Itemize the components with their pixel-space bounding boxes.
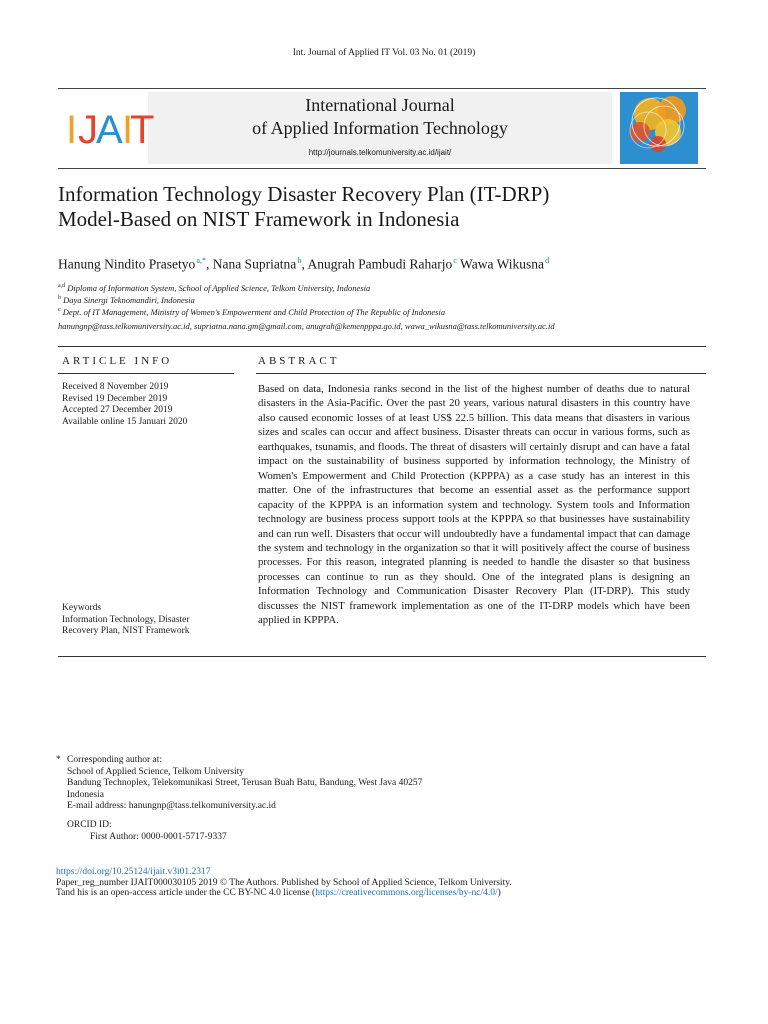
affiliation-text: Dept. of IT Management, Ministry of Women's Empowerment and Child Protection of The Republic of Indonesia bbox=[62, 306, 446, 317]
orcid-label: ORCID ID: bbox=[67, 820, 112, 830]
affiliation-c bbox=[58, 305, 708, 318]
affiliation-sup: c bbox=[58, 307, 61, 313]
author-affil-sup: d bbox=[545, 256, 550, 265]
author-name: Hanung Nindito Prasetyo bbox=[58, 256, 196, 272]
orcid-block bbox=[67, 820, 227, 843]
footnote-line-1: Corresponding author at: bbox=[67, 755, 162, 765]
author-list bbox=[58, 256, 708, 273]
footnote-line-4: Indonesia bbox=[67, 789, 104, 800]
article-dates bbox=[62, 382, 187, 428]
affiliation-a bbox=[58, 281, 708, 294]
logo-letter-i: I bbox=[66, 108, 78, 152]
author-affil-sup: b bbox=[297, 256, 302, 265]
paper-reg-number: Paper_reg_number IJAIT000030105 2019 © The Authors. Published by School of Applied Science, Telkom University. bbox=[56, 877, 512, 888]
journal-name-line2: of Applied Information Technology bbox=[252, 118, 508, 138]
corresponding-author-footnote bbox=[56, 755, 422, 813]
keywords-line-2: Recovery Plan, NIST Framework bbox=[62, 626, 190, 637]
journal-logo bbox=[64, 99, 155, 155]
author-emails: hanungnp@tass.telkomuniversity.ac.id, supriatna.nana.gm@gmail.com, anugrah@kemenpppa.go.id, wawa_wikusna@tass.telkomuniversity.ac.id bbox=[58, 321, 555, 331]
article-info-rule bbox=[58, 373, 234, 374]
footnote-star: * bbox=[56, 755, 61, 765]
keywords-label: Keywords bbox=[62, 603, 102, 613]
abstract-heading: ABSTRACT bbox=[258, 355, 340, 367]
date-accepted: Accepted 27 December 2019 bbox=[62, 405, 173, 416]
article-info-heading: ARTICLE INFO bbox=[62, 355, 173, 367]
license-suffix: ) bbox=[497, 888, 501, 898]
abstract-rule bbox=[256, 373, 706, 374]
date-received: Received 8 November 2019 bbox=[62, 382, 169, 392]
author-affil-sup: c bbox=[453, 256, 457, 265]
affiliation-sup: b bbox=[58, 295, 61, 301]
title-line-2: Model-Based on NIST Framework in Indonesia bbox=[58, 207, 460, 231]
affiliation-sup: a,d bbox=[58, 283, 66, 289]
date-revised: Revised 19 December 2019 bbox=[62, 393, 168, 404]
paper-title bbox=[58, 182, 708, 232]
section-divider-top bbox=[58, 346, 706, 347]
affiliation-b bbox=[58, 293, 708, 306]
footnote-line-3: Bandung Technoplex, Telekomunikasi Street, Terusan Buah Batu, Bandung, West Java 40257 bbox=[67, 778, 423, 789]
author-name: Anugrah Pambudi Raharjo bbox=[307, 256, 453, 272]
license-link[interactable]: https://creativecommons.org/licenses/by-nc/4.0/ bbox=[315, 888, 498, 898]
abstract-text: Based on data, Indonesia ranks second in the list of the highest number of deaths due to natural disasters in the Asia-Pacific. Over the past 20 years, various natural disasters in this country have also caused economic losses of at least US$ 22.5 billion. This data means that disasters in various sizes and scales can occur and affect business. Disaster threats can occur in various forms, such as earthquakes, tsunamis, and floods. The threat of disasters will certainly disrupt and can have a fatal impact on the sustainability of business supported by information technology, the Ministry of Women's Empowerment and Child Protection (KPPPA) as a case study has an interest in this matter. One of the infrastructures that become an essential asset as the performance support capacity of the KPPPA is an information system and technology. System tools and Information technology are business process support tools at the KPPPA so that businesses have sustainability and can run well. Disasters that occur will undoubtedly have a fundamental impact that can damage the system and technology in the organization so that it will positively affect the course of business processes. For this reason, integrated planning is needed to handle the disaster so that business processes can continue to run as they should. One of the integrated plans is designing an Information Technology and Communication Disaster Recovery Plan (IT-DRP). This study discusses the NIST framework implementation as one of the IT-DRP models which have been applied in KPPPA. bbox=[258, 383, 690, 627]
publication-footer bbox=[56, 867, 512, 899]
author-affil-sup: a,* bbox=[196, 256, 206, 265]
date-online: Available online 15 Januari 2020 bbox=[62, 416, 188, 427]
section-divider-bottom bbox=[58, 656, 706, 657]
running-head: Int. Journal of Applied IT Vol. 03 No. 01 (2019) bbox=[292, 48, 476, 58]
logo-letter-i2: I bbox=[122, 108, 134, 152]
journal-cover-image bbox=[620, 92, 698, 164]
journal-name-line1: International Journal bbox=[305, 95, 455, 115]
banner-top-rule bbox=[58, 88, 706, 89]
title-line-1: Information Technology Disaster Recovery Plan (IT-DRP) bbox=[58, 182, 550, 206]
journal-url[interactable]: http://journals.telkomuniversity.ac.id/ijait/ bbox=[308, 148, 452, 157]
author-separator: , bbox=[205, 256, 213, 272]
author-name: Wawa Wikusna bbox=[460, 256, 545, 272]
footnote-email: E-mail address: hanungnp@tass.telkomuniversity.ac.id bbox=[67, 801, 276, 812]
author-name: Nana Supriatna bbox=[212, 256, 297, 272]
affiliation-text: Diploma of Information System, School of Applied Science, Telkom University, Indonesia bbox=[67, 282, 371, 293]
affiliation-text: Daya Sinergi Teknomandiri, Indonesia bbox=[63, 294, 195, 305]
license-prefix: Tand his is an open-access article under the CC BY-NC 4.0 license ( bbox=[56, 888, 316, 898]
orcid-first-author: First Author: 0000-0001-5717-9337 bbox=[90, 831, 227, 842]
doi-link[interactable]: https://doi.org/10.25124/ijait.v3i01.2317 bbox=[56, 867, 211, 877]
keywords-line-1: Information Technology, Disaster bbox=[62, 614, 190, 625]
keywords-block bbox=[62, 603, 232, 638]
logo-letter-t: T bbox=[130, 108, 155, 152]
banner-bottom-rule bbox=[58, 168, 706, 169]
logo-letter-j: J bbox=[78, 108, 98, 152]
author-separator: , bbox=[301, 256, 308, 272]
footnote-line-2: School of Applied Science, Telkom University bbox=[67, 766, 244, 777]
license-line bbox=[56, 888, 512, 899]
logo-letter-a: A bbox=[96, 108, 123, 152]
